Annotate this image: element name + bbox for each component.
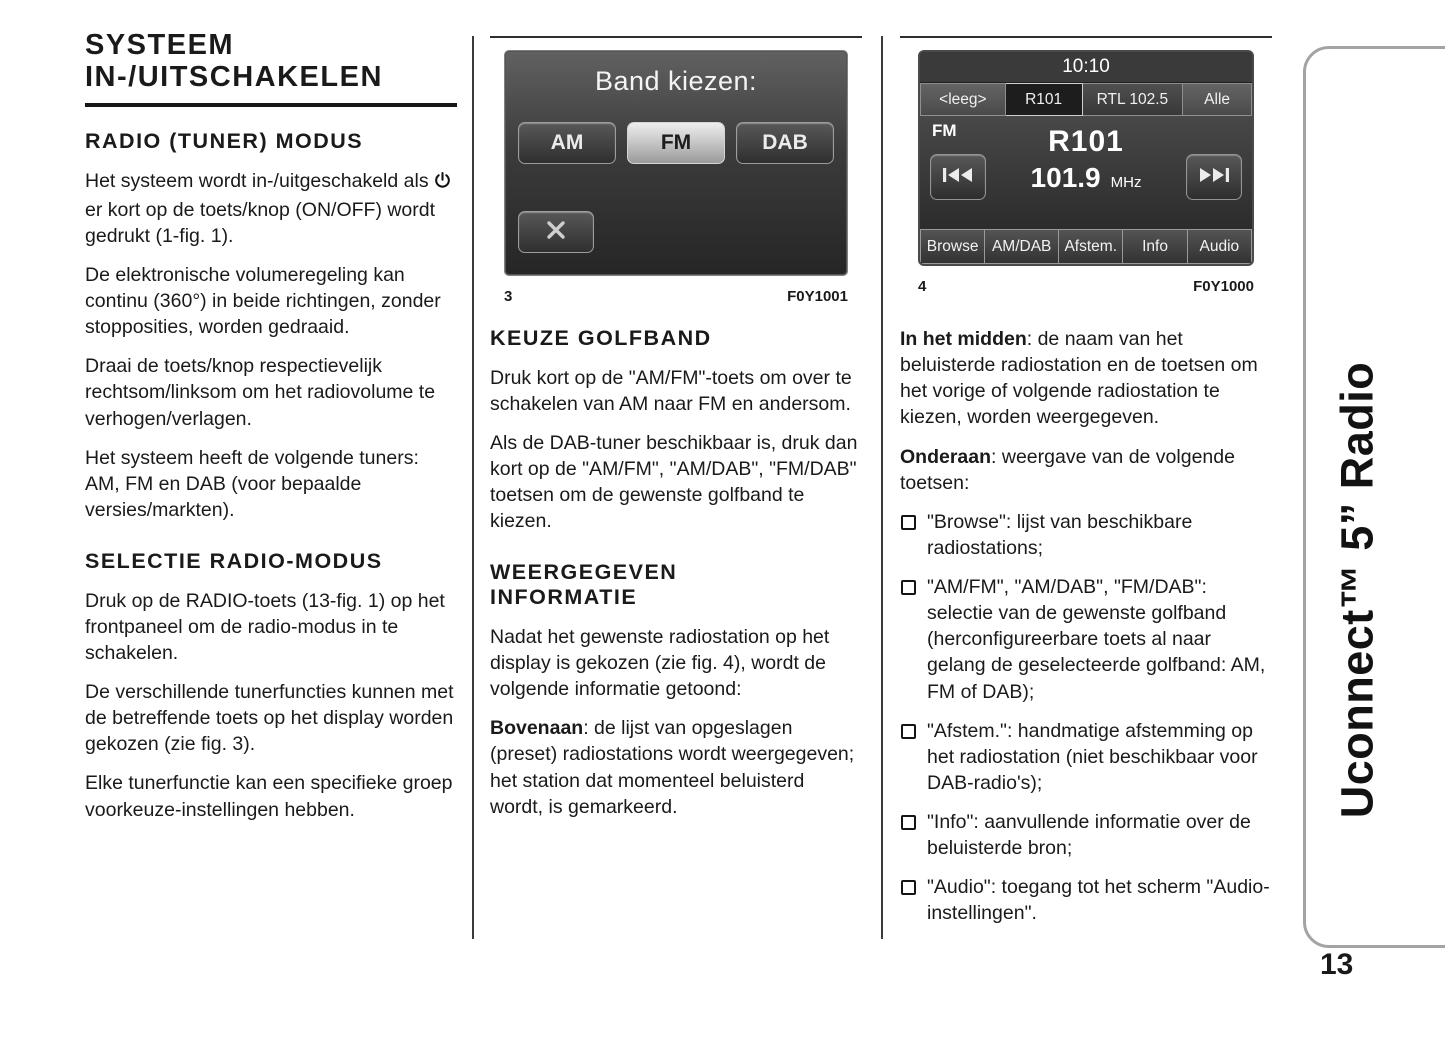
paragraph-text: Het systeem wordt in-/uitgeschakeld als (85, 169, 429, 192)
screen-title: Band kiezen: (594, 66, 758, 96)
band-button-row (505, 122, 847, 164)
skip-back-icon (943, 168, 973, 187)
afstem-button: Afstem. (1059, 229, 1123, 264)
square-bullet-icon (901, 815, 916, 830)
heading-line2: INFORMATIE (490, 585, 638, 610)
square-bullet-icon (901, 580, 916, 595)
heading-line1: WEERGEGEVEN (490, 560, 678, 585)
list-item-text: "Browse": lijst van beschikbare radiostations; (927, 510, 1193, 559)
clock: 10:10 (1062, 56, 1110, 77)
list-item-text: "Afstem.": handmatige afstemming op het radiostation (niet beschikbaar voor DAB-radio's); (927, 719, 1258, 794)
chapter-tab (1305, 140, 1409, 1040)
preset-tab-rtl-102-5: RTL 102.5 (1083, 83, 1184, 116)
paragraph-text: er kort op de toets/knop (ON/OFF) wordt gedrukt (1-fig. 1). (85, 198, 436, 247)
figure-number: 4 (918, 278, 927, 295)
page-title (85, 30, 457, 107)
paragraph-power-onoff (85, 168, 457, 249)
frequency-value: 101.9 (1030, 162, 1101, 193)
right-column (900, 326, 1272, 940)
left-column (85, 30, 457, 836)
close-button (518, 211, 594, 253)
station-display-area (920, 116, 1252, 229)
paragraph-tunerfuncties: De verschillende tunerfuncties kunnen met de betreffende toets op het display worden gekozen (zie fig. 3). (85, 681, 454, 756)
lead-bovenaan: Bovenaan (490, 717, 584, 740)
preset-tab-row (920, 83, 1252, 116)
figure-code: F0Y1001 (787, 288, 848, 305)
dab-button: DAB (736, 122, 834, 164)
seek-back-button (930, 154, 986, 200)
preset-tab-leeg: <leeg> (920, 83, 1006, 116)
lead-in-het-midden: In het midden (900, 328, 1027, 350)
list-item-text: "Info": aanvullende informatie over de beluisterde bron; (927, 811, 1251, 860)
heading-radio-tuner-modus: RADIO (TUNER) MODUS (85, 128, 364, 153)
browse-button: Browse (920, 229, 985, 264)
fm-button: FM (627, 122, 725, 164)
paragraph-rotate-knob: Draai de toets/knop respectievelijk rechtsom/linksom om het radiovolume te verhogen/verlagen. (85, 355, 436, 430)
radio-screen-band-select (504, 50, 848, 276)
paragraph-text: : de lijst van opgeslagen (preset) radiostations wordt weergegeven; het station dat momenteel beluisterd wordt, is gemarkeerd. (490, 717, 855, 818)
am-dab-button: AM/DAB (985, 229, 1059, 264)
heading-weergegeven-informatie (490, 560, 862, 609)
figure-top-rule (900, 36, 1272, 38)
paragraph-nadat: Nadat het gewenste radiostation op het display is gekozen (zie fig. 4), wordt de volgende informatie getoond: (490, 625, 830, 701)
radio-screen-fm (918, 50, 1254, 266)
heading-keuze-golfband: KEUZE GOLFBAND (490, 326, 712, 350)
figure-caption (918, 278, 1254, 295)
preset-tab-r101: R101 (1006, 83, 1083, 116)
power-icon (433, 171, 452, 197)
square-bullet-icon (901, 880, 916, 895)
close-icon (546, 220, 566, 245)
lead-onderaan: Onderaan (900, 445, 992, 468)
paragraph-onderaan (900, 444, 1272, 496)
figure-caption (504, 288, 848, 305)
paragraph-voorkeuze: Elke tunerfunctie kan een specifieke groep voorkeuze-instellingen hebben. (85, 772, 453, 821)
paragraph-text: : de naam van het beluisterde radiostation en de toetsen om het vorige of volgende radiostation te kiezen, worden weergegeven. (900, 328, 1258, 429)
audio-button: Audio (1188, 229, 1252, 264)
info-button: Info (1123, 229, 1187, 264)
station-name: R101 (1048, 125, 1124, 158)
list-item (900, 574, 1272, 705)
list-item (900, 874, 1272, 926)
frequency-unit: MHz (1110, 174, 1142, 191)
paragraph-in-het-midden (900, 326, 1272, 431)
page-number: 13 (1320, 948, 1354, 981)
figure-code: F0Y1000 (1193, 278, 1254, 295)
softkey-row (920, 229, 1252, 264)
paragraph-radio-toets: Druk op de RADIO-toets (13-fig. 1) op het frontpaneel om de radio-modus in te schakelen. (85, 589, 445, 664)
figure-3 (490, 36, 862, 305)
list-item-text: "Audio": toegang tot het scherm "Audio-instellingen". (927, 876, 1270, 925)
paragraph-tuners: Het systeem heeft de volgende tuners: AM, FM en DAB (voor bepaalde versies/markten). (85, 446, 419, 521)
list-item-text: "AM/FM", "AM/DAB", "FM/DAB": selectie van de gewenste golfband (herconfigureerbare toets al naar gelang de geselecteerde golfband: AM, FM of DAB); (927, 576, 1266, 703)
column-divider (472, 36, 474, 939)
preset-tab-alle: Alle (1183, 83, 1252, 116)
paragraph-bovenaan (490, 715, 862, 820)
list-item (900, 509, 1272, 561)
am-button: AM (518, 122, 616, 164)
page-title-line2: IN-/UITSCHAKELEN (85, 60, 383, 93)
page-title-line1: SYSTEEM (85, 29, 235, 61)
paragraph-text: : weergave van de volgende toetsen: (900, 445, 1235, 494)
heading-selectie-radio-modus: SELECTIE RADIO-MODUS (85, 549, 383, 573)
figure-top-rule (490, 36, 862, 38)
square-bullet-icon (901, 515, 916, 530)
column-divider (881, 36, 883, 939)
clock-bar (920, 52, 1252, 83)
band-label: FM (932, 121, 957, 140)
seek-forward-button (1186, 154, 1242, 200)
figure-number: 3 (504, 288, 513, 305)
figure-4 (900, 36, 1272, 295)
list-item (900, 718, 1272, 796)
chapter-tab-label: Uconnect™ 5” Radio (1331, 361, 1382, 819)
list-item (900, 809, 1272, 861)
middle-column (490, 326, 862, 833)
paragraph-amfm-toets: Druk kort op de "AM/FM"-toets om over te schakelen van AM naar FM en andersom. (490, 366, 852, 415)
paragraph-dab-tuner: Als de DAB-tuner beschikbaar is, druk dan kort op de "AM/FM", "AM/DAB", "FM/DAB" toetsen om de gewenste golfband te kiezen. (490, 431, 858, 533)
skip-forward-icon (1199, 168, 1229, 187)
paragraph-volume-control: De elektronische volumeregeling kan continu (360°) in beide richtingen, zonder stopposities, worden gedraaid. (85, 263, 441, 339)
square-bullet-icon (901, 724, 916, 739)
